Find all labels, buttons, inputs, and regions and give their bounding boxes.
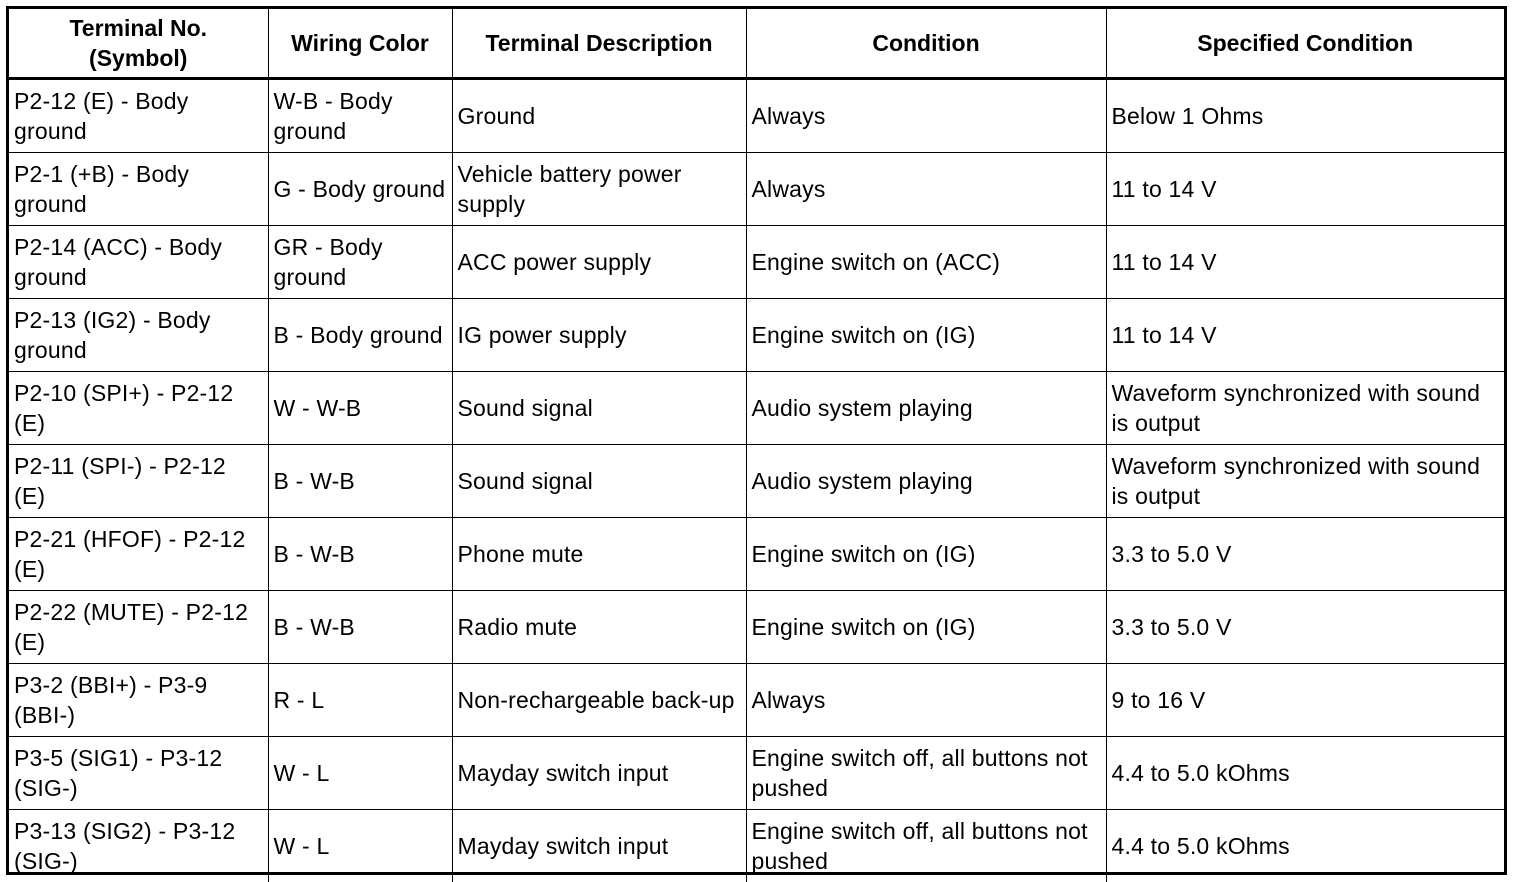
cell-wiring-color: B - W-B bbox=[268, 518, 452, 591]
table-row bbox=[9, 591, 1504, 664]
table-row bbox=[9, 737, 1504, 810]
cell-terminal-no: P3-13 (SIG2) - P3-12 (SIG-) bbox=[9, 810, 268, 882]
cell-terminal-description: ACC power supply bbox=[452, 226, 746, 299]
cell-wiring-color: R - L bbox=[268, 664, 452, 737]
cell-condition: Always bbox=[746, 79, 1106, 153]
cell-wiring-color: GR - Body ground bbox=[268, 226, 452, 299]
cell-specified-condition: 11 to 14 V bbox=[1106, 299, 1504, 372]
table-row bbox=[9, 372, 1504, 445]
table-row bbox=[9, 299, 1504, 372]
cell-specified-condition: 3.3 to 5.0 V bbox=[1106, 518, 1504, 591]
cell-terminal-no: P3-2 (BBI+) - P3-9 (BBI-) bbox=[9, 664, 268, 737]
cell-condition: Engine switch on (ACC) bbox=[746, 226, 1106, 299]
table-row bbox=[9, 226, 1504, 299]
cell-terminal-description: Mayday switch input bbox=[452, 810, 746, 882]
header-specified-condition: Specified Condition bbox=[1106, 9, 1504, 79]
cell-condition: Engine switch on (IG) bbox=[746, 518, 1106, 591]
table-header-row bbox=[9, 9, 1504, 79]
header-wiring-color: Wiring Color bbox=[268, 9, 452, 79]
cell-specified-condition: 4.4 to 5.0 kOhms bbox=[1106, 810, 1504, 882]
cell-terminal-no: P2-21 (HFOF) - P2-12 (E) bbox=[9, 518, 268, 591]
cell-terminal-no: P2-13 (IG2) - Body ground bbox=[9, 299, 268, 372]
cell-specified-condition: Waveform synchronized with sound is output bbox=[1106, 445, 1504, 518]
terminal-spec-table bbox=[9, 9, 1504, 882]
cell-specified-condition: Waveform synchronized with sound is output bbox=[1106, 372, 1504, 445]
cell-terminal-description: Mayday switch input bbox=[452, 737, 746, 810]
cell-condition: Engine switch off, all buttons not pushed bbox=[746, 810, 1106, 882]
cell-terminal-no: P2-11 (SPI-) - P2-12 (E) bbox=[9, 445, 268, 518]
cell-wiring-color: B - W-B bbox=[268, 445, 452, 518]
cell-terminal-description: Sound signal bbox=[452, 372, 746, 445]
header-terminal-no-line1: Terminal No. (Symbol) bbox=[69, 15, 208, 71]
table-row bbox=[9, 445, 1504, 518]
cell-terminal-no: P3-5 (SIG1) - P3-12 (SIG-) bbox=[9, 737, 268, 810]
cell-terminal-description: Ground bbox=[452, 79, 746, 153]
cell-condition: Engine switch on (IG) bbox=[746, 299, 1106, 372]
cell-condition: Audio system playing bbox=[746, 445, 1106, 518]
cell-terminal-description: Non-rechargeable back-up bbox=[452, 664, 746, 737]
cell-specified-condition: 3.3 to 5.0 V bbox=[1106, 591, 1504, 664]
cell-condition: Always bbox=[746, 664, 1106, 737]
table-row bbox=[9, 664, 1504, 737]
table-row bbox=[9, 153, 1504, 226]
cell-wiring-color: B - W-B bbox=[268, 591, 452, 664]
cell-specified-condition: 11 to 14 V bbox=[1106, 153, 1504, 226]
cell-specified-condition: 4.4 to 5.0 kOhms bbox=[1106, 737, 1504, 810]
header-terminal-description: Terminal Description bbox=[452, 9, 746, 79]
table-row bbox=[9, 518, 1504, 591]
cell-specified-condition: Below 1 Ohms bbox=[1106, 79, 1504, 153]
cell-terminal-no: P2-10 (SPI+) - P2-12 (E) bbox=[9, 372, 268, 445]
cell-wiring-color: G - Body ground bbox=[268, 153, 452, 226]
cell-wiring-color: B - Body ground bbox=[268, 299, 452, 372]
cell-condition: Always bbox=[746, 153, 1106, 226]
cell-wiring-color: W - W-B bbox=[268, 372, 452, 445]
cell-specified-condition: 11 to 14 V bbox=[1106, 226, 1504, 299]
cell-terminal-no: P2-1 (+B) - Body ground bbox=[9, 153, 268, 226]
cell-wiring-color: W-B - Body ground bbox=[268, 79, 452, 153]
cell-condition: Engine switch on (IG) bbox=[746, 591, 1106, 664]
header-condition: Condition bbox=[746, 9, 1106, 79]
cell-wiring-color: W - L bbox=[268, 737, 452, 810]
cell-wiring-color: W - L bbox=[268, 810, 452, 882]
cell-terminal-no: P2-14 (ACC) - Body ground bbox=[9, 226, 268, 299]
cell-terminal-description: Radio mute bbox=[452, 591, 746, 664]
cell-terminal-description: Phone mute bbox=[452, 518, 746, 591]
cell-terminal-description: Sound signal bbox=[452, 445, 746, 518]
table-row bbox=[9, 810, 1504, 882]
header-terminal-no bbox=[9, 9, 268, 79]
cell-specified-condition: 9 to 16 V bbox=[1106, 664, 1504, 737]
cell-terminal-no: P2-12 (E) - Body ground bbox=[9, 79, 268, 153]
cell-terminal-description: IG power supply bbox=[452, 299, 746, 372]
table-row bbox=[9, 79, 1504, 153]
cell-terminal-no: P2-22 (MUTE) - P2-12 (E) bbox=[9, 591, 268, 664]
cell-terminal-description: Vehicle battery power supply bbox=[452, 153, 746, 226]
cell-condition: Engine switch off, all buttons not pushed bbox=[746, 737, 1106, 810]
cell-condition: Audio system playing bbox=[746, 372, 1106, 445]
terminal-spec-table-container bbox=[6, 6, 1507, 875]
